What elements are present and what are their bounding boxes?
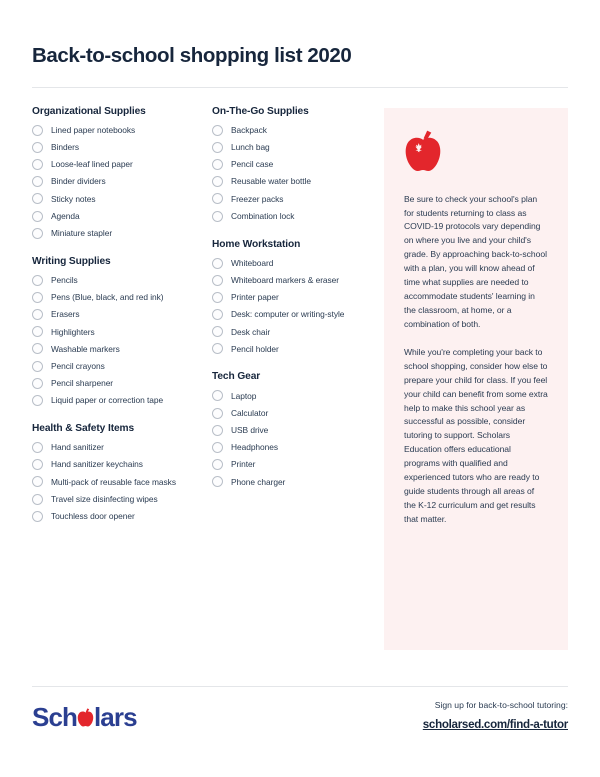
checklist-item[interactable] (32, 378, 212, 389)
checklist-item[interactable] (32, 361, 212, 372)
checkbox-circle-icon[interactable] (212, 125, 223, 136)
checklist-item[interactable] (212, 193, 384, 204)
page-header (32, 0, 568, 88)
checklist-item-label: Lined paper notebooks (51, 124, 136, 135)
checklist-item[interactable] (212, 476, 384, 487)
checklist-item-label: Phone charger (231, 476, 286, 487)
checklist-item-label: Reusable water bottle (231, 176, 311, 187)
checklist-item-label: Touchless door opener (51, 511, 135, 522)
checklist-item-label: Binders (51, 142, 80, 153)
section-title: Health & Safety Items (32, 423, 135, 435)
checklist-item-label: Hand sanitizer (51, 442, 104, 453)
checklist-item[interactable] (212, 408, 384, 419)
checklist-item[interactable] (212, 125, 384, 136)
section-title: Tech Gear (212, 371, 261, 383)
checklist-section (32, 106, 212, 239)
checklist-section (212, 106, 384, 222)
checklist-item[interactable] (32, 292, 212, 303)
checkbox-circle-icon[interactable] (212, 442, 223, 453)
checklist-item[interactable] (32, 494, 212, 505)
checkbox-circle-icon[interactable] (212, 193, 223, 204)
checkbox-circle-icon[interactable] (212, 275, 223, 286)
checklist-section (32, 256, 212, 406)
checklist-item[interactable] (32, 176, 212, 187)
checklist-item-label: Desk: computer or writing-style (231, 309, 345, 320)
checklist-item[interactable] (32, 326, 212, 337)
checkbox-circle-icon[interactable] (32, 494, 43, 505)
checklist-item[interactable] (212, 326, 384, 337)
apple-icon (404, 130, 548, 177)
checkbox-circle-icon[interactable] (32, 176, 43, 187)
checklist-item-label: Multi-pack of reusable face masks (51, 476, 176, 487)
checklist-item[interactable] (212, 343, 384, 354)
page-title: Back-to-school shopping list 2020 (32, 44, 352, 67)
checklist-item-label: Pens (Blue, black, and red ink) (51, 292, 164, 303)
checklist-item-label: Washable markers (51, 343, 120, 354)
checkbox-circle-icon[interactable] (32, 361, 43, 372)
checklist-item[interactable] (212, 292, 384, 303)
checkbox-circle-icon[interactable] (32, 378, 43, 389)
logo-text-part1: Sch (32, 701, 77, 732)
checklist-item-label: Printer paper (231, 292, 279, 303)
info-paragraph: Be sure to check your school's plan for students returning to class as COVID-19 protocols vary depending on where you live and your child's grade. By approaching back-to-school with a plan, you will know ahead of time what supplies are needed to accommodate students' learning in the classroom, at home, or a combination of both. (404, 193, 547, 329)
checklist-item-label: Pencil sharpener (51, 378, 114, 389)
checklist-item-label: Headphones (231, 442, 278, 453)
checkbox-circle-icon[interactable] (212, 142, 223, 153)
checkbox-circle-icon[interactable] (212, 176, 223, 187)
checklist-item-label: Freezer packs (231, 193, 284, 204)
content-columns (32, 106, 568, 650)
checklist-item[interactable] (32, 459, 212, 470)
checklist-item-label: Miniature stapler (51, 227, 113, 238)
checklist-item-label: Loose-leaf lined paper (51, 159, 133, 170)
checkbox-circle-icon[interactable] (212, 343, 223, 354)
tutoring-signup-link[interactable]: scholarsed.com/find-a-tutor (422, 718, 568, 731)
checkbox-circle-icon[interactable] (212, 309, 223, 320)
checkbox-circle-icon[interactable] (212, 292, 223, 303)
checklist-item[interactable] (32, 476, 212, 487)
checkbox-circle-icon[interactable] (32, 159, 43, 170)
checklist-item-label: Erasers (51, 309, 80, 320)
checkbox-circle-icon[interactable] (212, 476, 223, 487)
checklist-item[interactable] (32, 275, 212, 286)
checkbox-circle-icon[interactable] (32, 211, 43, 222)
checklist-item[interactable] (32, 228, 212, 239)
checkbox-circle-icon[interactable] (212, 258, 223, 269)
checklist-item-label: Highlighters (51, 326, 95, 337)
checkbox-circle-icon[interactable] (212, 159, 223, 170)
checkbox-circle-icon[interactable] (32, 193, 43, 204)
checkbox-circle-icon[interactable] (32, 326, 43, 337)
checklist-item[interactable] (212, 275, 384, 286)
checkbox-circle-icon[interactable] (32, 275, 43, 286)
checkbox-circle-icon[interactable] (212, 408, 223, 419)
section-title: On-The-Go Supplies (212, 105, 309, 117)
footer-cta-block (423, 700, 568, 733)
checklist-item-label: Whiteboard markers & eraser (231, 274, 340, 285)
checklist-item[interactable] (32, 193, 212, 204)
checklist-item-label: Calculator (231, 407, 269, 418)
checklist-item[interactable] (32, 125, 212, 136)
checkbox-circle-icon[interactable] (32, 343, 43, 354)
checklist-item[interactable] (32, 211, 212, 222)
checklist-item[interactable] (212, 159, 384, 170)
checklist-item[interactable] (32, 395, 212, 406)
checklist-item-label: Binder dividers (51, 176, 106, 187)
checklist-item[interactable] (212, 176, 384, 187)
column-right (384, 106, 568, 650)
checkbox-circle-icon[interactable] (32, 442, 43, 453)
info-panel (384, 108, 568, 650)
checklist-item-label: Combination lock (231, 210, 295, 221)
checkbox-circle-icon[interactable] (32, 476, 43, 487)
page-footer (32, 700, 568, 733)
checkbox-circle-icon[interactable] (32, 395, 43, 406)
checklist-item[interactable] (32, 309, 212, 320)
checklist-item[interactable] (212, 390, 384, 401)
checklist-section (212, 239, 384, 355)
checklist-item-label: Laptop (231, 390, 257, 401)
checkbox-circle-icon[interactable] (212, 390, 223, 401)
checklist-item-label: Printer (231, 459, 256, 470)
logo-apple-icon (77, 705, 94, 724)
checklist-item-label: Travel size disinfecting wipes (51, 493, 158, 504)
checkbox-circle-icon[interactable] (32, 459, 43, 470)
checklist-item-label: Pencil case (231, 159, 274, 170)
section-title: Home Workstation (212, 238, 301, 250)
checklist-item-label: Backpack (231, 124, 267, 135)
checklist-section (212, 371, 384, 487)
checkbox-circle-icon[interactable] (32, 125, 43, 136)
checklist-item-label: Desk chair (231, 326, 271, 337)
section-title: Writing Supplies (32, 255, 111, 267)
column-left (32, 106, 212, 528)
checkbox-circle-icon[interactable] (212, 326, 223, 337)
column-middle (212, 106, 384, 494)
checklist-item-label: Pencils (51, 274, 78, 285)
checklist-item[interactable] (32, 142, 212, 153)
scholars-logo (32, 701, 137, 732)
checklist-item-label: Agenda (51, 210, 80, 221)
checklist-item-label: Whiteboard (231, 257, 274, 268)
checklist-item-label: Pencil crayons (51, 360, 105, 371)
checklist-item[interactable] (32, 511, 212, 522)
checklist-item-label: Sticky notes (51, 193, 96, 204)
checkbox-circle-icon[interactable] (32, 511, 43, 522)
header-divider (32, 87, 568, 88)
checkbox-circle-icon[interactable] (212, 211, 223, 222)
info-paragraph: While you're completing your back to school shopping, consider how else to prepare your child for class. If you feel your child can benefit from some extra help to make this school year as successful as possible, consider tutoring to support. Scholars Education offers educational programs with qualified and experienced tutors who are ready to guide students through all areas of the K-12 curriculum and get results that matter. (404, 346, 548, 524)
checkbox-circle-icon[interactable] (212, 425, 223, 436)
checkbox-circle-icon[interactable] (212, 459, 223, 470)
logo-text-part2: lars (93, 701, 137, 732)
checklist-section (32, 423, 212, 522)
checklist-item[interactable] (212, 142, 384, 153)
checkbox-circle-icon[interactable] (32, 309, 43, 320)
checklist-item-label: Liquid paper or correction tape (51, 395, 164, 406)
checklist-item[interactable] (212, 442, 384, 453)
checklist-item[interactable] (32, 343, 212, 354)
checklist-item-label: USB drive (231, 425, 269, 436)
footer-divider (32, 686, 568, 687)
checkbox-circle-icon[interactable] (32, 228, 43, 239)
checklist-item[interactable] (212, 459, 384, 470)
checklist-item[interactable] (32, 159, 212, 170)
checklist-item[interactable] (212, 309, 384, 320)
checkbox-circle-icon[interactable] (32, 142, 43, 153)
checklist-item[interactable] (212, 258, 384, 269)
checklist-item[interactable] (212, 425, 384, 436)
checkbox-circle-icon[interactable] (32, 292, 43, 303)
checklist-item-label: Hand sanitizer keychains (51, 459, 143, 470)
checklist-item-label: Pencil holder (231, 343, 279, 354)
checklist-item-label: Lunch bag (231, 142, 270, 153)
checklist-item[interactable] (32, 442, 212, 453)
checklist-item[interactable] (212, 211, 384, 222)
footer-cta-text: Sign up for back-to-school tutoring: (434, 700, 568, 710)
section-title: Organizational Supplies (32, 105, 146, 117)
